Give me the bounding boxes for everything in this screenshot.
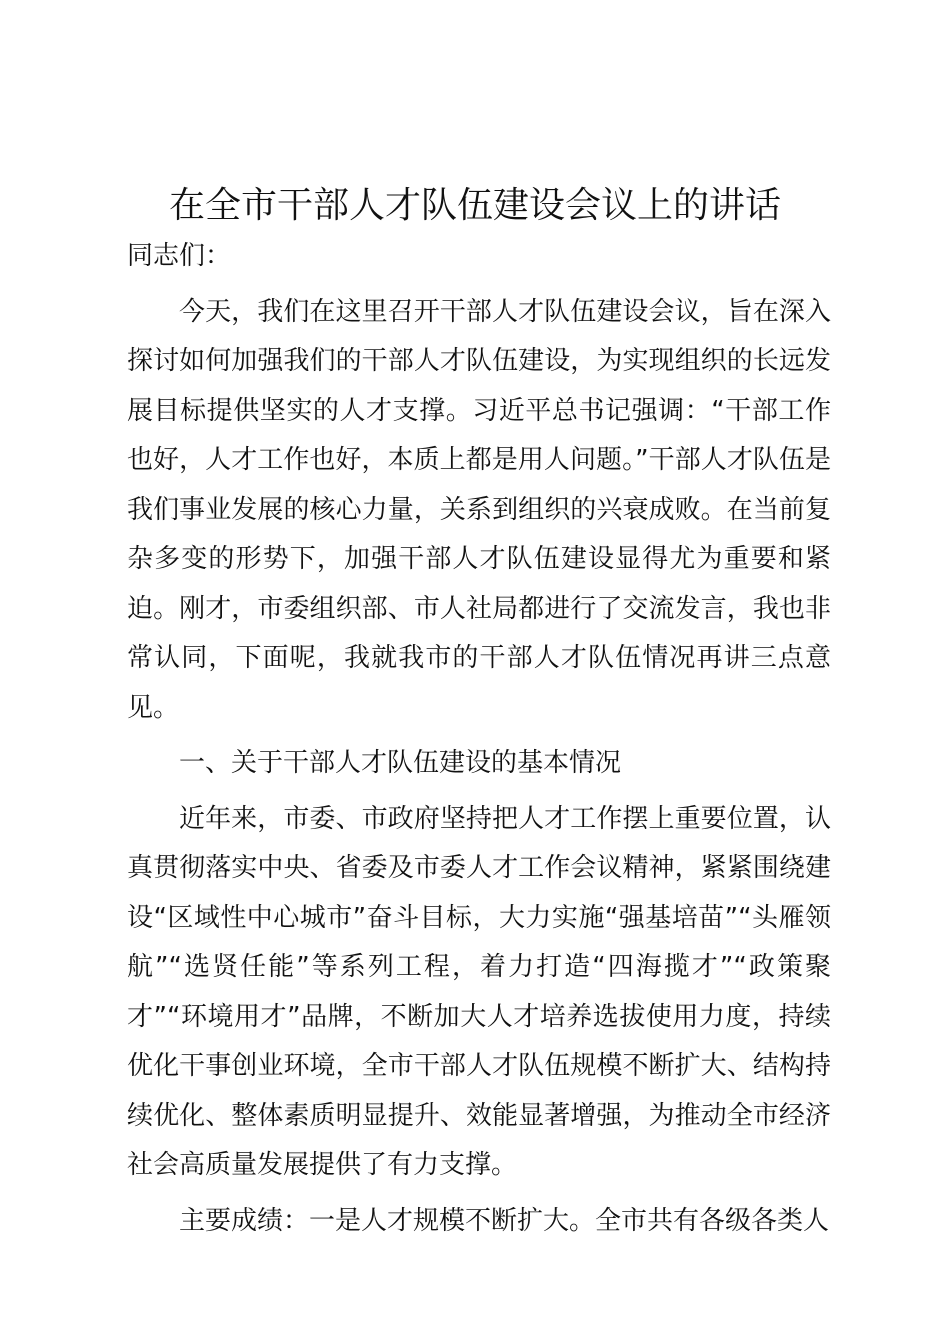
paragraph-section-1: 近年来，市委、市政府坚持把人才工作摆上重要位置，认真贯彻落实中央、省委及市委人才工作会议精神，紧紧围绕建设“区域性中心城市”奋斗目标，大力实施“强基培苗”“头雁领航”“选贤任能”等系列工程，着力打造“四海揽才”“政策聚才”“环境用才”品牌，不断加大人才培养选拔使用力度，持续优化干事创业环境，全市干部人才队伍规模不断扩大、结构持续优化、整体素质明显提升、效能显著增强，为推动全市经济社会高质量发展提供了有力支撑。: [127, 803, 831, 1180]
document-title: 在全市干部人才队伍建设会议上的讲话: [168, 185, 781, 226]
paragraph-intro: 今天，我们在这里召开干部人才队伍建设会议，旨在深入探讨如何加强我们的干部人才队伍建设，为实现组织的长远发展目标提供坚实的人才支撑。习近平总书记强调：“干部工作也好，人才工作也好，本质上都是用人问题。”干部人才队伍是我们事业发展的核心力量，关系到组织的兴衰成败。在当前复杂多变的形势下，加强干部人才队伍建设显得尤为重要和紧迫。刚才，市委组织部、市人社局都进行了交流发言，我也非常认同，下面呢，我就我市的干部人才队伍情况再讲三点意见。: [127, 296, 831, 723]
paragraph-achievements: 主要成绩：一是人才规模不断扩大。全市共有各级各类人: [179, 1205, 830, 1236]
document-body: [127, 232, 831, 1246]
salutation: 同志们：: [127, 241, 232, 271]
section-heading-1: 一、关于干部人才队伍建设的基本情况: [179, 748, 622, 778]
